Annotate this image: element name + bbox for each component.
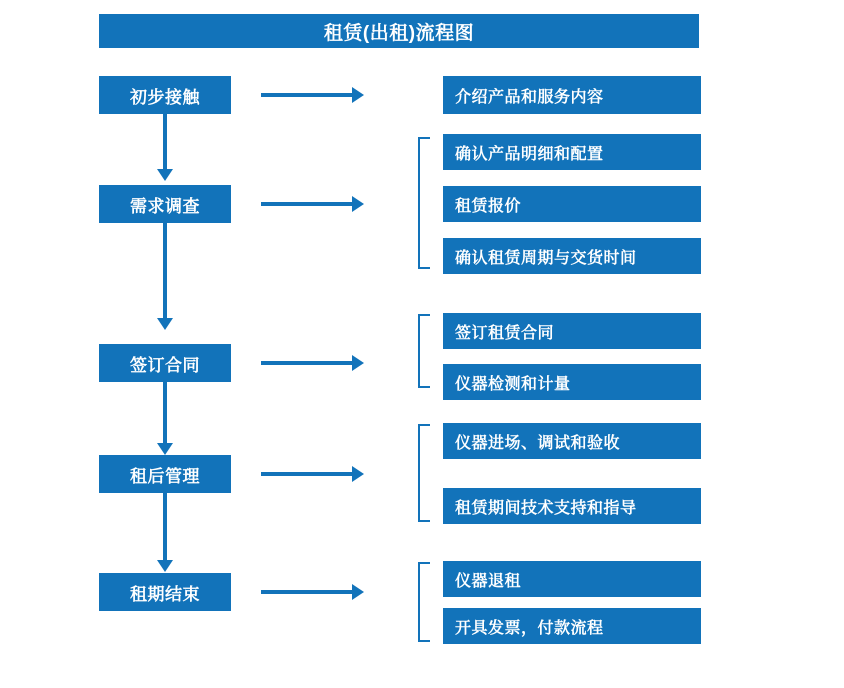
- detail-box-5-2[interactable]: [443, 608, 701, 644]
- arrow-stage1-to-details: [261, 93, 353, 97]
- arrow-stage2-to-stage3: [163, 223, 167, 319]
- arrow-stage5-to-details: [261, 590, 353, 594]
- arrow-stage2-to-details: [261, 202, 353, 206]
- detail-box-5-1[interactable]: [443, 561, 701, 597]
- detail-label: 仪器退租: [455, 572, 522, 590]
- bracket-stage4: [418, 424, 430, 522]
- arrow-stage3-to-stage4: [163, 382, 167, 444]
- detail-box-2-2[interactable]: [443, 186, 701, 222]
- detail-box-2-1[interactable]: [443, 134, 701, 170]
- stage-box-4[interactable]: [99, 455, 231, 493]
- stage-label: 租后管理: [130, 466, 200, 486]
- stage-box-1[interactable]: [99, 76, 231, 114]
- detail-label: 开具发票，付款流程: [455, 619, 604, 637]
- page-title: 租赁(出租)流程图: [99, 14, 699, 48]
- bracket-stage3: [418, 314, 430, 388]
- stage-label: 需求调查: [130, 196, 200, 216]
- detail-label: 租赁报价: [455, 197, 522, 215]
- detail-box-2-3[interactable]: [443, 238, 701, 274]
- detail-label: 介绍产品和服务内容: [455, 88, 604, 106]
- arrow-stage4-to-details: [261, 472, 353, 476]
- stage-label: 签订合同: [130, 355, 200, 375]
- detail-box-3-1[interactable]: [443, 313, 701, 349]
- arrow-stage1-to-stage2: [163, 114, 167, 170]
- stage-box-3[interactable]: [99, 344, 231, 382]
- bracket-stage2: [418, 137, 430, 269]
- detail-label: 签订租赁合同: [455, 324, 555, 342]
- detail-label: 确认产品明细和配置: [455, 145, 604, 163]
- detail-label: 仪器检测和计量: [455, 375, 571, 393]
- detail-box-3-2[interactable]: [443, 364, 701, 400]
- stage-box-5[interactable]: [99, 573, 231, 611]
- detail-label: 仪器进场、调试和验收: [455, 434, 621, 452]
- stage-label: 租期结束: [130, 584, 200, 604]
- arrow-stage3-to-details: [261, 361, 353, 365]
- bracket-stage5: [418, 562, 430, 642]
- detail-label: 确认租赁周期与交货时间: [455, 249, 637, 267]
- arrow-stage4-to-stage5: [163, 493, 167, 561]
- detail-box-1-1[interactable]: [443, 76, 701, 114]
- stage-label: 初步接触: [130, 87, 200, 107]
- detail-label: 租赁期间技术支持和指导: [455, 499, 637, 517]
- detail-box-4-2[interactable]: [443, 488, 701, 524]
- detail-box-4-1[interactable]: [443, 423, 701, 459]
- stage-box-2[interactable]: [99, 185, 231, 223]
